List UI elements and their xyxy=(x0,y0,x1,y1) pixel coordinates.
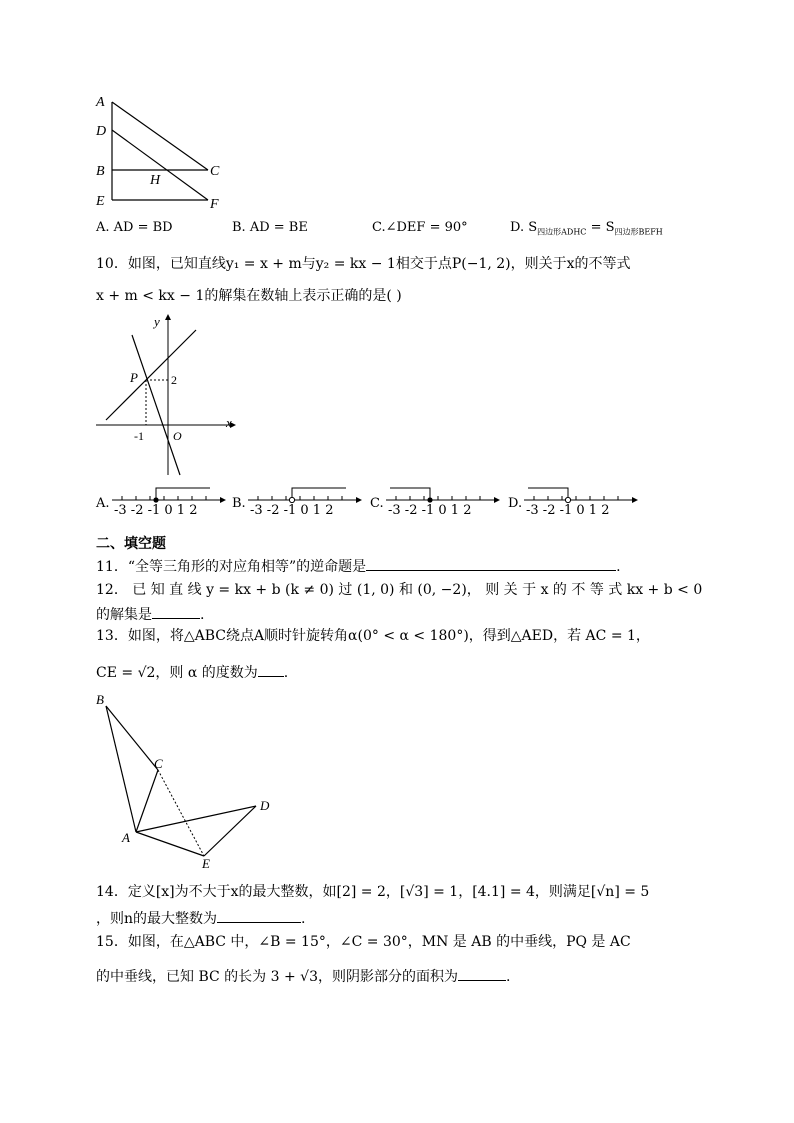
label-B: B xyxy=(96,164,105,179)
label-C: C xyxy=(154,756,163,771)
label-E: E xyxy=(96,194,105,209)
q11-answer-blank[interactable] xyxy=(366,556,616,571)
option-letter: D. xyxy=(508,496,523,511)
q15-line1: 15．如图，在△ABC 中，∠B = 15°，∠C = 30°，MN 是 AB 的中垂线，PQ 是 AC xyxy=(96,934,631,950)
label-E: E xyxy=(202,856,210,871)
label-H: H xyxy=(150,173,161,188)
q14-line1: 14．定义[x]为不大于x的最大整数，如[2] = 2，[√3] = 1，[4.1] = 4，则满足[√n] = 5 xyxy=(96,884,650,900)
q11: 11．“全等三角形的对应角相等”的逆命题是 . xyxy=(96,556,621,577)
tick-2-label: 2 xyxy=(171,373,177,387)
tick-labels: -3 -2 -1 0 1 2 xyxy=(388,503,472,518)
label-F: F xyxy=(210,197,219,212)
q11-text: 11．“全等三角形的对应角相等”的逆命题是 xyxy=(96,559,367,575)
q12-text: 的解集是 xyxy=(96,607,152,623)
tick-labels: -3 -2 -1 0 1 2 xyxy=(114,503,198,518)
q13-line1: 13．如图，将△ABC绕点A顺时针旋转角α(0° < α < 180°)，得到△AED，若 AC = 1， xyxy=(96,628,650,644)
origin-label: O xyxy=(173,429,182,443)
q9-option-b: B. AD = BE xyxy=(232,220,308,235)
q15-text: 的中垂线，已知 BC 的长为 3 + √3，则阴影部分的面积为 xyxy=(96,969,458,985)
axis-y-label: y xyxy=(154,314,160,329)
q13-answer-blank[interactable] xyxy=(258,662,284,677)
q13-line2: CE = √2，则 α 的度数为 . xyxy=(96,662,288,683)
q14-line2: ，则n的最大整数为 . xyxy=(96,908,305,929)
label-C: C xyxy=(210,164,220,179)
option-letter: C. xyxy=(370,496,384,511)
section-heading: 二、填空题 xyxy=(96,536,166,552)
q10-line2: x + m < kx − 1的解集在数轴上表示正确的是( ) xyxy=(96,288,402,304)
q14-text: ，则n的最大整数为 xyxy=(96,911,218,927)
axis-x-label: x xyxy=(226,415,232,430)
q10-line1: 10．如图，已知直线y₁ = x + m与y₂ = kx − 1相交于点P(−1, 2)，则关于x的不等式 xyxy=(96,256,631,272)
q9-option-d: D. $S_{四边形ADHC} = S_{四边形BEFH}$ xyxy=(510,220,663,237)
q10-figure xyxy=(92,310,242,480)
q15-line2: 的中垂线，已知 BC 的长为 3 + √3，则阴影部分的面积为 . xyxy=(96,966,510,987)
option-letter: A. xyxy=(96,496,110,511)
label-B: B xyxy=(96,692,104,707)
q13-text: CE = √2，则 α 的度数为 xyxy=(96,665,258,681)
label-A: A xyxy=(96,95,105,110)
tick-neg1-label: -1 xyxy=(134,429,144,443)
q9-option-c: C.∠DEF = 90° xyxy=(372,220,468,235)
q12-line2: 的解集是 . xyxy=(96,604,204,625)
q14-answer-blank[interactable] xyxy=(217,908,301,923)
option-letter: B. xyxy=(232,496,246,511)
label-D: D xyxy=(96,124,107,139)
q12-answer-blank[interactable] xyxy=(152,604,200,619)
q12-line1: 12． 已 知 直 线 y = kx + b (k ≠ 0) 过 (1, 0) 和 (0, −2)， 则 关 于 x 的 不 等 式 kx + b < 0 xyxy=(96,582,703,598)
label-D: D xyxy=(260,798,270,813)
label-A: A xyxy=(122,830,130,845)
q13-figure xyxy=(92,690,282,875)
tick-labels: -3 -2 -1 0 1 2 xyxy=(250,503,334,518)
q9-figure xyxy=(92,90,232,215)
tick-labels: -3 -2 -1 0 1 2 xyxy=(526,503,610,518)
q9-option-a: A. AD = BD xyxy=(96,220,173,235)
point-p-label: P xyxy=(130,370,138,385)
q15-answer-blank[interactable] xyxy=(458,966,506,981)
